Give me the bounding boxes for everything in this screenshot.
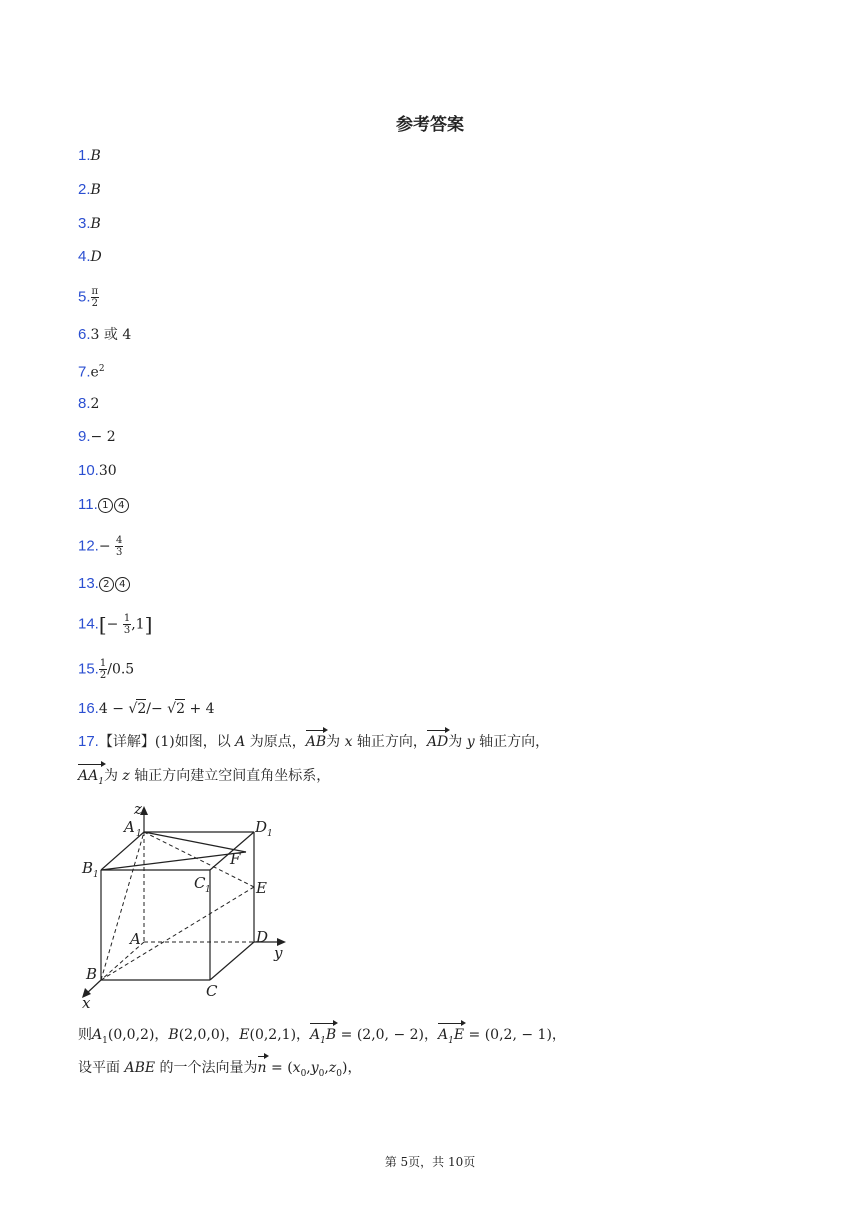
answer-12: 12.− $\frac{4}{3}$ bbox=[78, 535, 123, 558]
answer-6: 6.3 或 4 bbox=[78, 326, 132, 343]
edge-CD bbox=[210, 942, 254, 980]
answer-4: 4.D bbox=[78, 248, 102, 265]
label-B1: B bbox=[82, 859, 94, 877]
answer-15: 15. $\frac{1}{2}$ /0.5 bbox=[78, 658, 135, 681]
label-B: B bbox=[86, 965, 98, 983]
cube-figure bbox=[78, 796, 293, 1010]
svg-text:1: 1 bbox=[205, 885, 211, 895]
q17-line4: 设平面 ABE 的一个法向量为$n = (x_0,y_0,z_0)$， bbox=[78, 1060, 362, 1079]
label-z: z bbox=[134, 800, 142, 818]
answer-2: 2.B bbox=[78, 181, 101, 198]
label-D1: D bbox=[255, 818, 268, 836]
label-F: F bbox=[230, 850, 241, 868]
answer-14: 14.[− $\frac{1}{3}$ ,1] bbox=[78, 612, 153, 637]
answer-7: $7.e^2$ bbox=[78, 363, 105, 381]
label-y: y bbox=[274, 944, 283, 962]
answer-9: 9.− 2 bbox=[78, 428, 116, 445]
label-A1: A bbox=[124, 818, 135, 836]
edge-BE bbox=[101, 887, 254, 980]
page-footer: 第 5页，共 10页 bbox=[384, 1155, 476, 1169]
edge-A1F bbox=[144, 832, 246, 852]
answer-1: 1.B bbox=[78, 147, 101, 164]
svg-text:1: 1 bbox=[136, 829, 142, 839]
label-A: A bbox=[130, 930, 141, 948]
answer-16: 16.4 − √2/− √2 + 4 bbox=[78, 700, 215, 717]
label-C1: C bbox=[194, 874, 206, 892]
q17-line2: $AA_1$为 z 轴正方向建立空间直角坐标系， bbox=[78, 766, 330, 792]
answer-13: 13. 2 4 bbox=[78, 575, 131, 593]
label-x: x bbox=[82, 994, 91, 1010]
label-E: E bbox=[256, 879, 267, 897]
answer-11: 11. 1 4 bbox=[78, 496, 130, 514]
answer-10: 10.30 bbox=[78, 462, 117, 479]
answer-3: 3.B bbox=[78, 215, 101, 232]
svg-text:1: 1 bbox=[93, 870, 99, 880]
answer-8: 8.2 bbox=[78, 395, 100, 412]
answer-5: 5. $\frac{\pi}{2}$ bbox=[78, 286, 99, 309]
svg-text:1: 1 bbox=[267, 829, 273, 839]
label-C: C bbox=[206, 982, 218, 1000]
page-title: 参考答案 bbox=[396, 115, 464, 135]
label-D: D bbox=[256, 928, 269, 946]
q17-line1: 17.【详解】(1)如图，以 A 为原点，AB为 x 轴正方向，AD为 y 轴正方向， bbox=[78, 733, 550, 750]
edge-B1F bbox=[101, 852, 246, 870]
q17-line3: 则$A_1(0,0,2)$，B(2,0,0)，E(0,2,1)，$A_1B = (2,0$, − 2)，$A_1E = (0,2$, − 1)， bbox=[78, 1025, 566, 1051]
